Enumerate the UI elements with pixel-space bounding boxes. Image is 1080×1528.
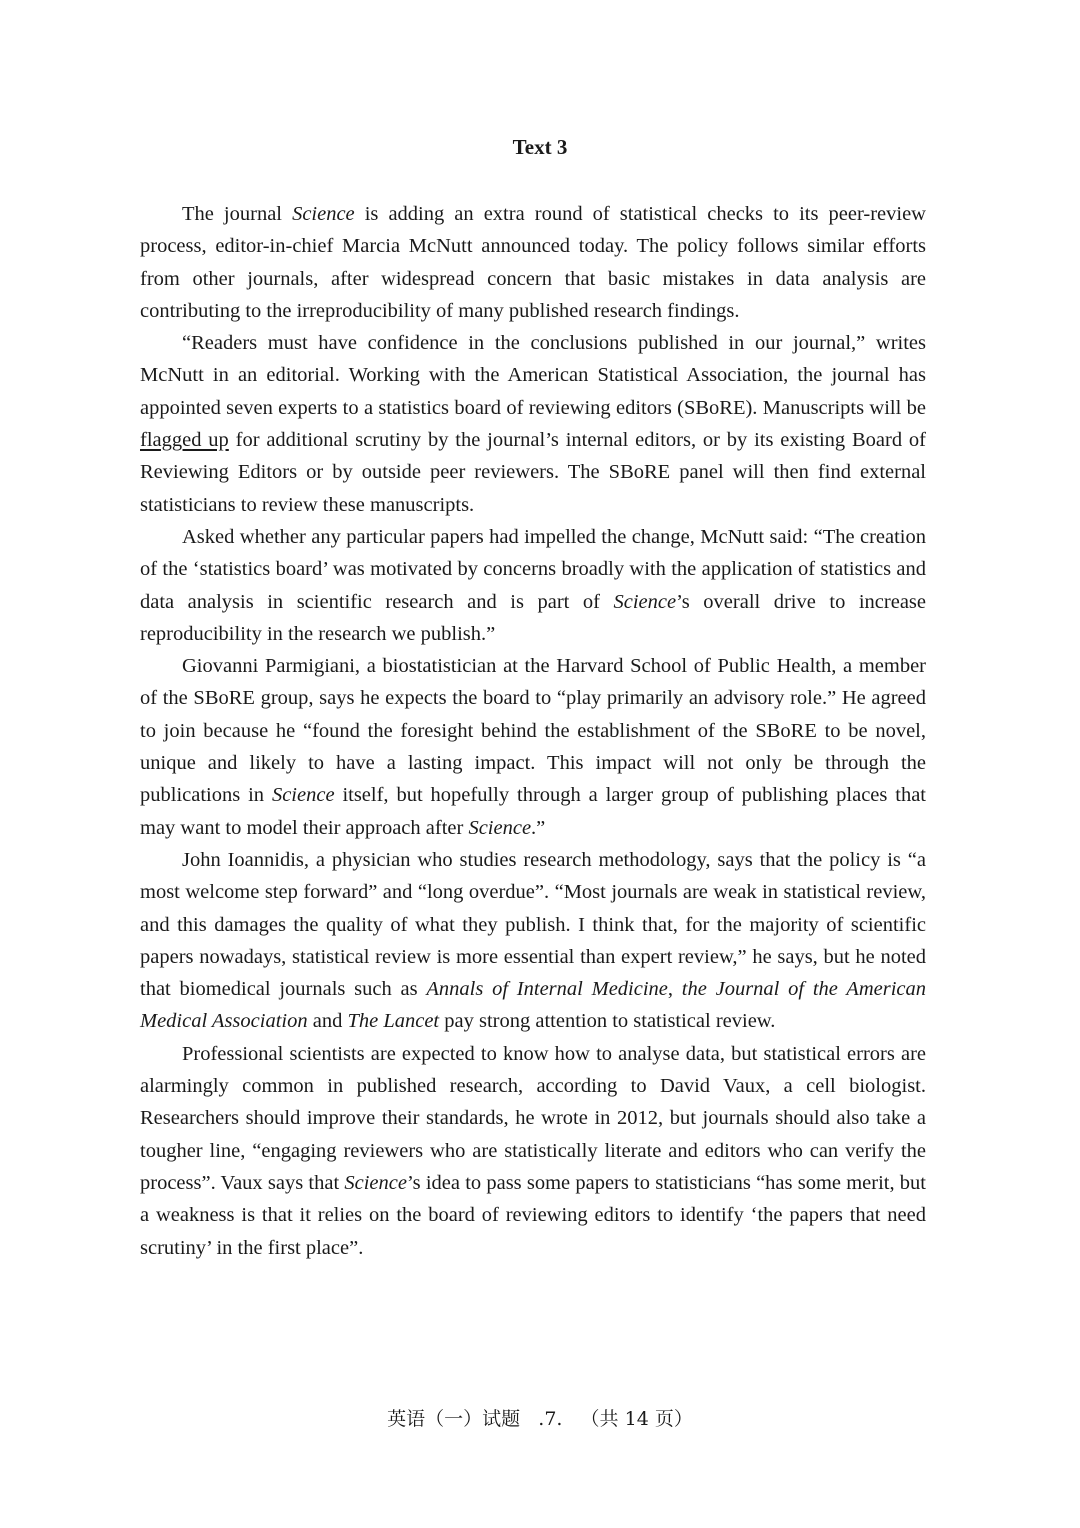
italic-title: Science bbox=[292, 203, 355, 225]
text-segment: Giovanni Parmigiani, a biostatistician at the Harvard School of Public Health, a member of the SBoRE group, says he expects the board to “play primarily an advisory role.” He agreed to join because he “found the foresight behind the establishment of the SBoRE to be novel, unique and likely to have a lasting impact. This impact will not only be through the publications in bbox=[140, 655, 926, 807]
text-segment: for additional scrutiny by the journal’s internal editors, or by its existing Board of Reviewing Editors or by outside peer reviewers. The SBoRE panel will then find external statisticians to review these manuscripts. bbox=[140, 429, 926, 516]
text-segment: Asked whether any particular papers had impelled the change, McNutt said: “The creation of the ‘statistics board’ was motivated by concerns broadly with the application of statistics and data analysis in scientific research and is part of bbox=[140, 525, 926, 613]
passage-paragraph bbox=[140, 521, 926, 650]
text-segment: John Ioannidis, a physician who studies research methodology, says that the policy is “a most welcome step forward” and “long overdue”. “Most journals are weak in statistical review, and this damages the quality of what they publish. I think that, for the majority of scientific papers nowadays, statistical review is more essential than expert review,” he says, but he noted that biomedical journals such as bbox=[140, 848, 926, 1001]
text-segment: itself, but hopefully through a larger group of publishing places that may want to model their approach after bbox=[140, 784, 926, 839]
text-segment: The journal bbox=[182, 203, 293, 225]
passage-paragraph bbox=[140, 198, 926, 327]
passage-paragraph bbox=[140, 844, 926, 1038]
italic-title: Science bbox=[271, 784, 335, 807]
italic-title: Annals of Internal Medicine bbox=[426, 978, 668, 1001]
text-segment: .” bbox=[531, 816, 546, 839]
text-segment: , bbox=[667, 978, 682, 1001]
section-title: Text 3 bbox=[512, 135, 568, 159]
text-segment: and bbox=[307, 1010, 348, 1033]
italic-title: Science bbox=[344, 1171, 407, 1194]
passage-paragraph bbox=[140, 650, 926, 844]
page-footer: 英语（一）试题 .7. （共 14 页） bbox=[387, 1408, 693, 1430]
italic-title: Science bbox=[613, 590, 677, 613]
text-segment: “Readers must have confidence in the conclusions published in our journal,” writes McNutt in an editorial. Working with the American Statistical Association, the journal has appointed seven experts to a statistics board of reviewing editors (SBoRE). Manuscripts will be bbox=[140, 332, 926, 419]
passage-paragraph bbox=[140, 1038, 926, 1264]
text-segment: ’s overall drive to increase reproducibility in the research we publish.” bbox=[140, 590, 926, 645]
text-segment: pay strong attention to statistical review. bbox=[439, 1010, 776, 1033]
italic-title: the Journal of the American Medical Association bbox=[140, 978, 927, 1033]
italic-title: Science bbox=[468, 816, 532, 839]
underlined-phrase: flagged up bbox=[140, 429, 229, 452]
text-segment: is adding an extra round of statistical checks to its peer-review process, editor-in-chief Marcia McNutt announced today. The policy follows similar efforts from other journals, after widespread concern that basic mistakes in data analysis are contributing to the irreproducibility of many published research findings. bbox=[140, 203, 926, 322]
passage-paragraph bbox=[140, 327, 926, 521]
passage-body bbox=[140, 198, 926, 1264]
text-segment: ’s idea to pass some papers to statisticians “has some merit, but a weakness is that it relies on the board of reviewing editors to identify ‘the papers that need scrutiny’ in the first place”. bbox=[140, 1171, 926, 1259]
italic-title: The Lancet bbox=[347, 1010, 440, 1033]
text-segment: Professional scientists are expected to know how to analyse data, but statistical errors are alarmingly common in published research, according to David Vaux, a cell biologist. Researchers should improve their standards, he wrote in 2012, but journals should also take a tougher line, “engaging reviewers who are statistically literate and editors who can verify the process”. Vaux says that bbox=[140, 1042, 926, 1194]
